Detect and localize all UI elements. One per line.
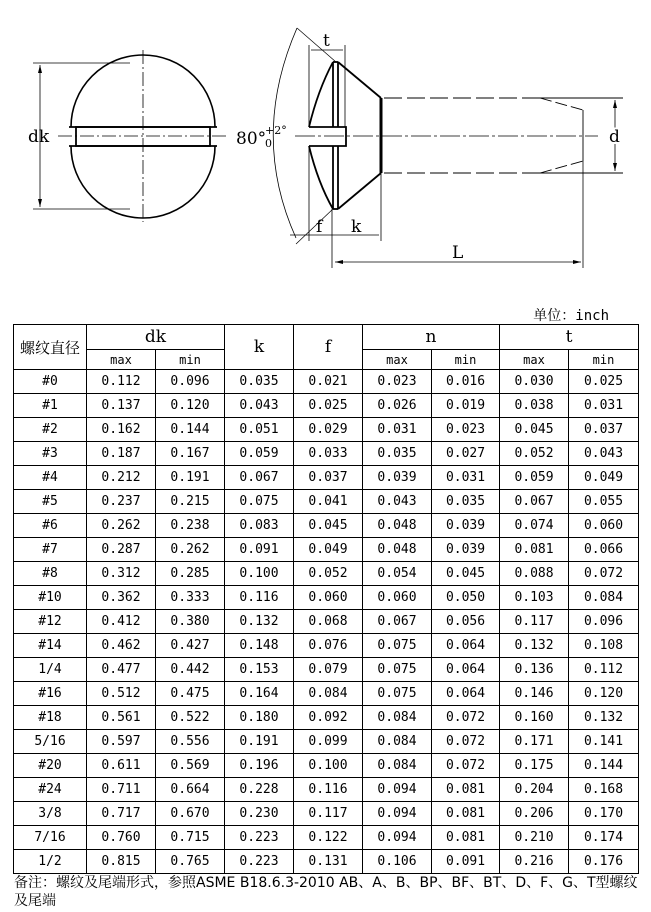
cell-n-max: 0.094 [363,826,432,850]
table-row [14,658,639,682]
cell-dk-max: 0.717 [87,802,156,826]
cell-dk-max: 0.187 [87,442,156,466]
cell-n-min: 0.050 [432,586,500,610]
cell-dk-min: 0.427 [156,634,225,658]
cell-thread-size: 1/4 [14,658,87,682]
cell-thread-size: 1/2 [14,850,87,874]
cell-k: 0.067 [225,466,294,490]
cell-n-min: 0.091 [432,850,500,874]
cell-n-min: 0.064 [432,682,500,706]
cell-f: 0.131 [294,850,363,874]
cell-n-max: 0.035 [363,442,432,466]
cell-n-max: 0.084 [363,730,432,754]
cell-k: 0.116 [225,586,294,610]
cell-n-min: 0.027 [432,442,500,466]
cell-thread-size: #2 [14,418,87,442]
cell-n-max: 0.084 [363,754,432,778]
cell-t-max: 0.216 [500,850,569,874]
cell-k: 0.035 [225,370,294,394]
cell-n-min: 0.072 [432,730,500,754]
L-dimension-label: L [452,243,464,263]
cell-thread-size: 3/8 [14,802,87,826]
table-row [14,586,639,610]
cell-t-min: 0.060 [569,514,639,538]
cell-dk-min: 0.664 [156,778,225,802]
table-row [14,514,639,538]
cell-dk-max: 0.412 [87,610,156,634]
cell-f: 0.033 [294,442,363,466]
table-row [14,778,639,802]
cell-k: 0.191 [225,730,294,754]
cell-n-max: 0.039 [363,466,432,490]
table-row [14,850,639,874]
cell-dk-min: 0.167 [156,442,225,466]
header-t: t [500,325,639,350]
cell-dk-max: 0.477 [87,658,156,682]
cell-n-min: 0.045 [432,562,500,586]
cell-f: 0.084 [294,682,363,706]
cell-t-max: 0.081 [500,538,569,562]
cell-dk-min: 0.522 [156,706,225,730]
header-t-max: max [500,350,569,370]
cell-n-min: 0.023 [432,418,500,442]
cell-t-min: 0.132 [569,706,639,730]
cell-t-max: 0.175 [500,754,569,778]
cell-f: 0.116 [294,778,363,802]
cell-n-min: 0.081 [432,826,500,850]
cell-f: 0.021 [294,370,363,394]
cell-n-min: 0.039 [432,538,500,562]
table-row [14,802,639,826]
cell-thread-size: #3 [14,442,87,466]
cell-dk-max: 0.462 [87,634,156,658]
cell-n-max: 0.048 [363,538,432,562]
table-row [14,826,639,850]
table-row [14,706,639,730]
cell-t-max: 0.088 [500,562,569,586]
header-n: n [363,325,500,350]
table-row [14,490,639,514]
cell-thread-size: 7/16 [14,826,87,850]
head-top-view [33,50,228,222]
cell-f: 0.037 [294,466,363,490]
cell-t-min: 0.176 [569,850,639,874]
cell-thread-size: #10 [14,586,87,610]
header-dk-min: min [156,350,225,370]
cell-thread-size: 5/16 [14,730,87,754]
cell-t-max: 0.210 [500,826,569,850]
cell-n-min: 0.064 [432,634,500,658]
cell-t-min: 0.120 [569,682,639,706]
header-dk-max: max [87,350,156,370]
cell-f: 0.045 [294,514,363,538]
table-row [14,370,639,394]
cell-dk-min: 0.144 [156,418,225,442]
cell-f: 0.049 [294,538,363,562]
cell-thread-size: #20 [14,754,87,778]
cell-n-min: 0.016 [432,370,500,394]
cell-n-max: 0.094 [363,778,432,802]
cell-t-max: 0.117 [500,610,569,634]
cell-n-max: 0.075 [363,682,432,706]
header-f: f [294,325,363,370]
cell-dk-min: 0.285 [156,562,225,586]
header-dk: dk [87,325,225,350]
cell-dk-max: 0.162 [87,418,156,442]
cell-dk-min: 0.380 [156,610,225,634]
cell-t-min: 0.031 [569,394,639,418]
cell-dk-max: 0.362 [87,586,156,610]
cell-n-min: 0.056 [432,610,500,634]
cell-t-max: 0.206 [500,802,569,826]
cell-t-max: 0.132 [500,634,569,658]
header-n-min: min [432,350,500,370]
table-row [14,634,639,658]
cell-dk-max: 0.312 [87,562,156,586]
cell-n-max: 0.094 [363,802,432,826]
cell-k: 0.153 [225,658,294,682]
cell-dk-min: 0.096 [156,370,225,394]
cell-f: 0.079 [294,658,363,682]
cell-f: 0.025 [294,394,363,418]
cell-t-min: 0.043 [569,442,639,466]
cell-f: 0.068 [294,610,363,634]
table-row [14,418,639,442]
table-row [14,730,639,754]
cell-t-min: 0.025 [569,370,639,394]
cell-k: 0.051 [225,418,294,442]
cell-k: 0.164 [225,682,294,706]
cell-t-min: 0.108 [569,634,639,658]
header-t-min: min [569,350,639,370]
cell-t-max: 0.045 [500,418,569,442]
angle-label: 80° [236,129,267,149]
cell-n-min: 0.039 [432,514,500,538]
cell-k: 0.075 [225,490,294,514]
dimension-table [13,324,639,874]
cell-dk-max: 0.137 [87,394,156,418]
cell-t-min: 0.096 [569,610,639,634]
cell-thread-size: #4 [14,466,87,490]
cell-f: 0.029 [294,418,363,442]
cell-dk-max: 0.237 [87,490,156,514]
cell-dk-min: 0.120 [156,394,225,418]
cell-dk-max: 0.512 [87,682,156,706]
cell-dk-max: 0.611 [87,754,156,778]
cell-k: 0.223 [225,826,294,850]
table-body [14,370,639,874]
cell-thread-size: #7 [14,538,87,562]
cell-f: 0.092 [294,706,363,730]
cell-n-max: 0.043 [363,490,432,514]
footnote: 备注：螺纹及尾端形式，参照ASME B18.6.3-2010 AB、A、B、BP、BF、BT、D、F、G、T型螺纹及尾端 [14,875,638,909]
cell-n-min: 0.072 [432,706,500,730]
cell-dk-max: 0.112 [87,370,156,394]
cell-t-min: 0.049 [569,466,639,490]
cell-dk-max: 0.262 [87,514,156,538]
cell-dk-min: 0.238 [156,514,225,538]
cell-thread-size: #6 [14,514,87,538]
cell-dk-max: 0.597 [87,730,156,754]
cell-t-min: 0.072 [569,562,639,586]
table-row [14,562,639,586]
cell-t-min: 0.037 [569,418,639,442]
cell-n-min: 0.081 [432,802,500,826]
cell-k: 0.223 [225,850,294,874]
cell-dk-min: 0.556 [156,730,225,754]
cell-t-max: 0.146 [500,682,569,706]
cell-thread-size: #18 [14,706,87,730]
table-row [14,682,639,706]
cell-dk-max: 0.287 [87,538,156,562]
cell-dk-min: 0.765 [156,850,225,874]
cell-n-min: 0.081 [432,778,500,802]
cell-t-max: 0.052 [500,442,569,466]
cell-n-min: 0.064 [432,658,500,682]
d-dimension-label: d [609,127,620,147]
cell-t-min: 0.066 [569,538,639,562]
cell-dk-min: 0.670 [156,802,225,826]
cell-k: 0.059 [225,442,294,466]
cell-f: 0.041 [294,490,363,514]
table-row [14,394,639,418]
cell-f: 0.052 [294,562,363,586]
cell-t-max: 0.160 [500,706,569,730]
cell-thread-size: #0 [14,370,87,394]
cell-dk-min: 0.475 [156,682,225,706]
cell-t-min: 0.112 [569,658,639,682]
cell-n-max: 0.026 [363,394,432,418]
cell-k: 0.196 [225,754,294,778]
cell-thread-size: #1 [14,394,87,418]
table-row [14,538,639,562]
cell-n-max: 0.067 [363,610,432,634]
dk-dimension-label: dk [28,127,50,147]
unit-label: 单位：inch [533,308,609,324]
cell-n-max: 0.031 [363,418,432,442]
table-row [14,466,639,490]
angle-tolerance-upper: +2° [265,124,287,137]
table-row [14,610,639,634]
cell-t-max: 0.074 [500,514,569,538]
screw-technical-drawing [0,0,651,290]
cell-k: 0.083 [225,514,294,538]
cell-n-max: 0.054 [363,562,432,586]
table-row [14,754,639,778]
cell-dk-min: 0.191 [156,466,225,490]
cell-t-max: 0.204 [500,778,569,802]
cell-dk-max: 0.561 [87,706,156,730]
cell-dk-min: 0.262 [156,538,225,562]
cell-thread-size: #8 [14,562,87,586]
cell-t-max: 0.030 [500,370,569,394]
cell-t-min: 0.170 [569,802,639,826]
f-dimension-label: f [316,217,323,237]
k-dimension-label: k [351,217,362,237]
cell-k: 0.043 [225,394,294,418]
cell-n-max: 0.048 [363,514,432,538]
header-n-max: max [363,350,432,370]
cell-k: 0.091 [225,538,294,562]
cell-f: 0.076 [294,634,363,658]
cell-k: 0.228 [225,778,294,802]
cell-dk-min: 0.333 [156,586,225,610]
cell-dk-min: 0.215 [156,490,225,514]
cell-t-min: 0.144 [569,754,639,778]
table-row [14,442,639,466]
cell-k: 0.148 [225,634,294,658]
cell-n-max: 0.075 [363,658,432,682]
cell-dk-max: 0.711 [87,778,156,802]
cell-dk-min: 0.442 [156,658,225,682]
header-k: k [225,325,294,370]
angle-tolerance-lower: 0 [265,137,272,150]
cell-n-max: 0.075 [363,634,432,658]
cell-t-max: 0.038 [500,394,569,418]
cell-f: 0.122 [294,826,363,850]
cell-n-max: 0.060 [363,586,432,610]
cell-n-max: 0.023 [363,370,432,394]
cell-f: 0.100 [294,754,363,778]
cell-t-max: 0.059 [500,466,569,490]
cell-k: 0.230 [225,802,294,826]
cell-n-min: 0.035 [432,490,500,514]
cell-n-max: 0.106 [363,850,432,874]
cell-k: 0.132 [225,610,294,634]
t-dimension-label: t [323,31,330,51]
header-thread-size: 螺纹直径 [14,325,87,370]
cell-t-min: 0.084 [569,586,639,610]
cell-f: 0.117 [294,802,363,826]
cell-thread-size: #5 [14,490,87,514]
cell-dk-min: 0.569 [156,754,225,778]
cell-t-max: 0.171 [500,730,569,754]
cell-thread-size: #16 [14,682,87,706]
cell-dk-max: 0.212 [87,466,156,490]
cell-dk-min: 0.715 [156,826,225,850]
cell-dk-max: 0.760 [87,826,156,850]
cell-thread-size: #14 [14,634,87,658]
cell-k: 0.100 [225,562,294,586]
cell-t-max: 0.103 [500,586,569,610]
cell-t-min: 0.055 [569,490,639,514]
cell-thread-size: #12 [14,610,87,634]
screw-side-view [273,28,623,268]
cell-n-min: 0.031 [432,466,500,490]
cell-k: 0.180 [225,706,294,730]
cell-n-max: 0.084 [363,706,432,730]
cell-t-min: 0.168 [569,778,639,802]
cell-t-min: 0.174 [569,826,639,850]
cell-n-min: 0.072 [432,754,500,778]
cell-dk-max: 0.815 [87,850,156,874]
cell-f: 0.099 [294,730,363,754]
cell-n-min: 0.019 [432,394,500,418]
cell-f: 0.060 [294,586,363,610]
cell-t-max: 0.067 [500,490,569,514]
cell-t-min: 0.141 [569,730,639,754]
cell-t-max: 0.136 [500,658,569,682]
cell-thread-size: #24 [14,778,87,802]
